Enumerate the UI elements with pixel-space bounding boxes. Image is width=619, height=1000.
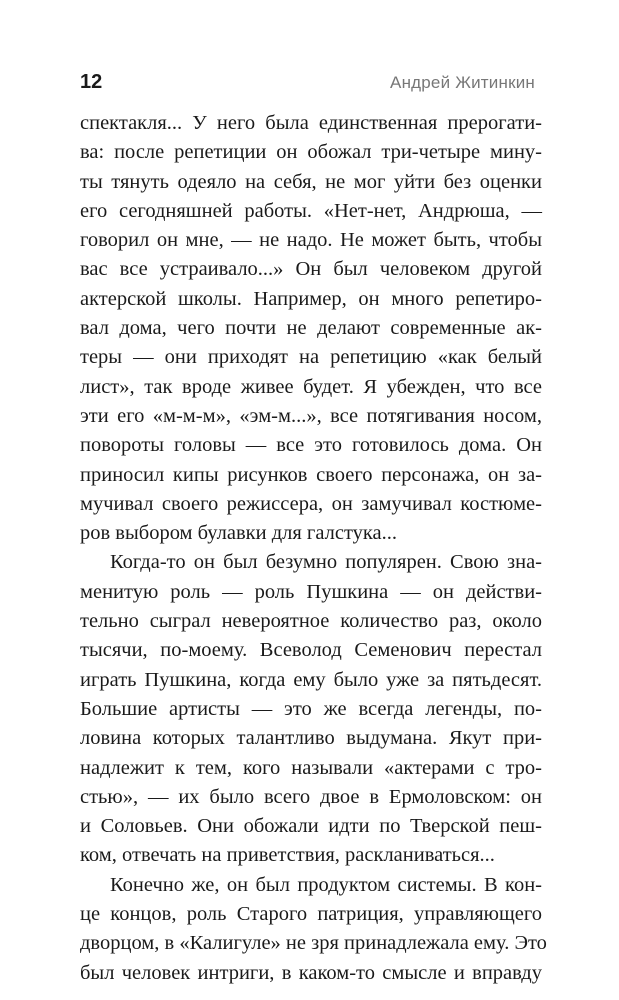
paragraph-1: [80, 109, 542, 548]
text-line: менитую роль — роль Пушкина — он действи-: [80, 580, 542, 603]
text-line: ком, отвечать на приветствия, раскланиваться...: [80, 844, 495, 867]
text-line: ты тянуть одеяло на себя, не мог уйти без оценки: [80, 170, 542, 193]
text-line: лист», так вроде живее будет. Я убежден, что все: [80, 375, 542, 398]
text-line: повороты головы — все это готовилось дома. Он: [80, 434, 542, 457]
text-line: вас все устраивало...» Он был человеком другой: [80, 258, 542, 281]
text-line: ров выбором булавки для галстука...: [80, 522, 397, 545]
text-line: це концов, роль Старого патриция, управляющего: [80, 903, 542, 926]
body-text: [80, 109, 547, 988]
text-line: стью», — их было всего двое в Ермоловском: он: [80, 785, 542, 808]
text-line: говорил он мне, — не надо. Не может быть, чтобы: [80, 229, 542, 252]
page-number: 12: [80, 71, 103, 93]
text-line: тысячи, по-моему. Всеволод Семенович перестал: [80, 639, 542, 662]
text-line: теры — они приходят на репетицию «как белый: [80, 346, 542, 369]
text-line: ва: после репетиции он обожал три-четыре мину-: [80, 141, 542, 164]
text-line: Когда-то он был безумно популярен. Свою зна-: [110, 551, 542, 574]
running-head-author: Андрей Житинкин: [390, 73, 535, 92]
text-line: ловина которых талантливо выдумана. Якут при-: [80, 727, 542, 750]
text-line: актерской школы. Например, он много репетиро-: [80, 287, 542, 310]
paragraph-3: [80, 871, 547, 988]
text-line: мучивал своего режиссера, он замучивал костюме-: [80, 492, 542, 515]
text-line: был человек интриги, в каком-то смысле и вправду: [80, 961, 542, 984]
text-line: тельно сыграл невероятное количество раз, около: [80, 610, 542, 633]
text-line: спектакля... У него была единственная прерогати-: [80, 112, 542, 134]
text-line: Конечно же, он был продуктом системы. В кон-: [110, 873, 542, 896]
text-line: Большие артисты — это же всегда легенды, по-: [80, 697, 542, 720]
text-line: приносил кипы рисунков своего персонажа, он за-: [80, 463, 542, 486]
text-line: и Соловьев. Они обожали идти по Тверской пеш-: [80, 815, 542, 838]
text-line: его сегодняшней работы. «Нет-нет, Андрюша, —: [80, 199, 542, 222]
paragraph-2: [80, 548, 542, 870]
text-line: играть Пушкина, когда ему было уже за пятьдесят.: [80, 668, 542, 691]
text-line: дворцом, в «Калигуле» не зря принадлежала ему. Это: [80, 932, 547, 955]
text-line: вал дома, чего почти не делают современные ак-: [80, 317, 542, 340]
text-line: надлежит к тем, кого называли «актерами с тро-: [80, 756, 542, 779]
text-line: эти его «м-м-м», «эм-м...», все потягивания носом,: [80, 404, 542, 427]
